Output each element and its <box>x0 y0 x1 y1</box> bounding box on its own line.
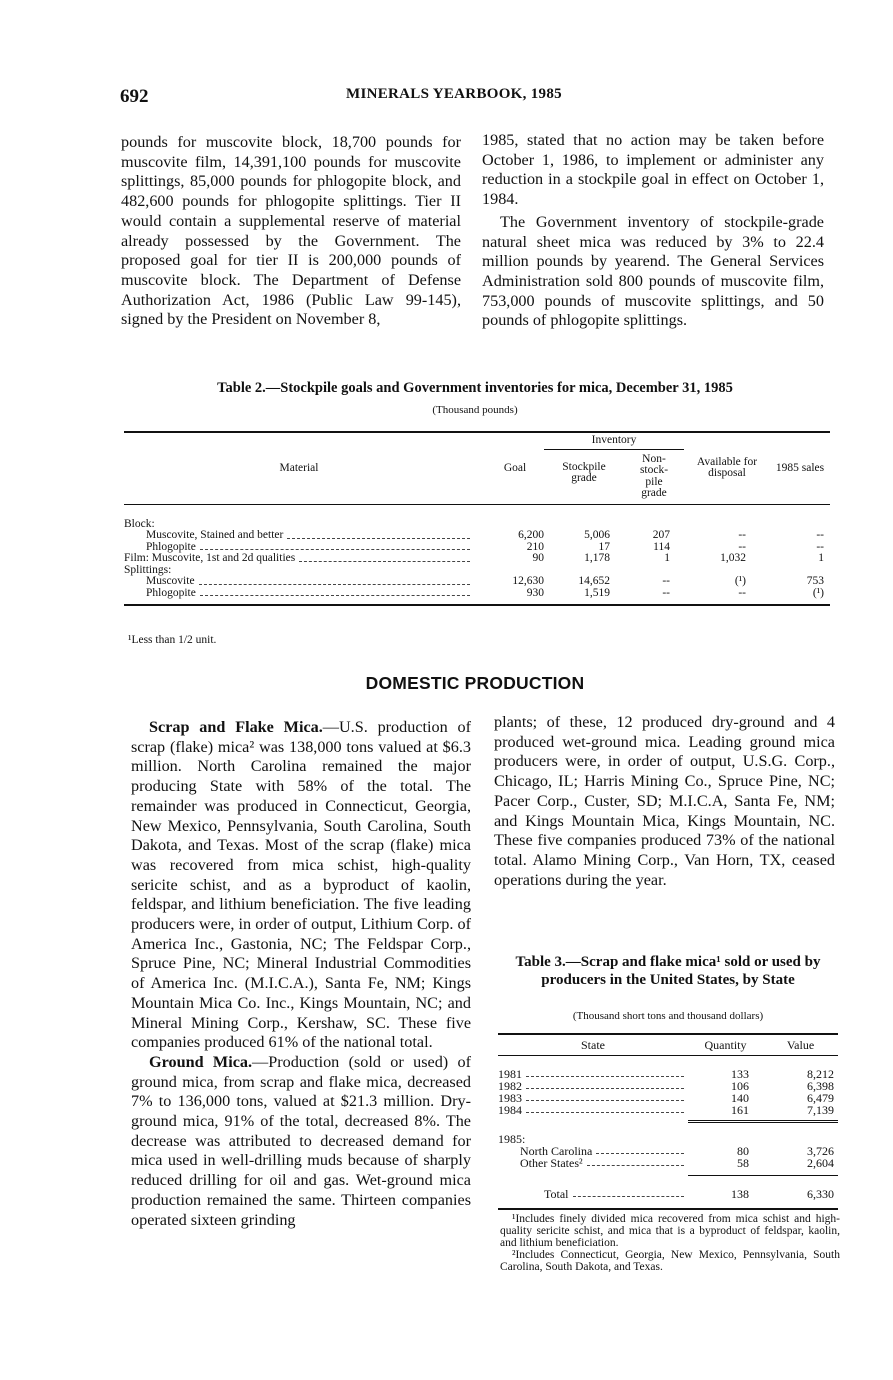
table3-cell-value: 2,604 <box>807 1156 834 1170</box>
scrap-flake-paragraph <box>131 718 471 1053</box>
table2-cell-available: (¹) <box>734 575 746 587</box>
table3 <box>498 1033 838 1210</box>
table-row <box>498 1157 838 1169</box>
table3-total-quantity: 138 <box>731 1187 749 1201</box>
intro-right-paragraph-2: The Government inventory of stockpile-grade natural sheet mica was reduced by 3% to 22.4 million pounds by yearend. The General Services Administration sold 800 pounds of muscovite film, 753,000 pounds of muscovite splittings, and 50 pounds of phlogopite splittings. <box>482 212 824 330</box>
table2-subtitle: (Thousand pounds) <box>432 404 518 416</box>
table-row <box>124 588 830 600</box>
table2-cell-goal: 6,200 <box>518 529 544 541</box>
table2 <box>124 431 830 621</box>
table2-cell-goal: 12,630 <box>512 575 544 587</box>
table3-cell-quantity: 161 <box>731 1103 749 1117</box>
table3-cell-quantity: 133 <box>731 1067 749 1081</box>
table2-cell-available: 1,032 <box>720 552 746 564</box>
table2-title: Table 2.—Stockpile goals and Government inventories for mica, December 31, 1985 <box>217 380 733 396</box>
table2-grid <box>124 433 830 599</box>
table2-row-label: Phlogopite <box>146 540 196 553</box>
table3-cell-value: 7,139 <box>807 1103 834 1117</box>
table-row <box>498 1068 838 1080</box>
table-row <box>498 1104 838 1116</box>
table2-group-block: Block: <box>124 517 155 530</box>
running-title: MINERALS YEARBOOK, 1985 <box>346 86 562 102</box>
table2-cell-goal: 930 <box>526 586 544 599</box>
table3-cell-quantity: 58 <box>737 1156 749 1170</box>
ground-mica-text: —Production (sold or used) of ground mica, from scrap and flake mica, decreased 7% to 136,000 tons, valued at $21.3 million. Dry-ground mica, 91% of the total, decreased 8%. The decrease was attributed to decreased demand for mica used in well-drilling muds because of sharply reduced drilling for oil and gas. Wet-ground mica production remained the same. Thirteen companies operated sixteen grinding <box>131 1052 472 1229</box>
table3-year-label: 1983 <box>498 1091 522 1105</box>
table2-cell-goal: 90 <box>532 552 544 564</box>
table3-total-value: 6,330 <box>807 1187 834 1201</box>
intro-right-column <box>482 131 824 331</box>
table3-cell-value: 8,212 <box>807 1067 834 1081</box>
page-number: 692 <box>120 86 149 107</box>
table3-cell-value: 3,726 <box>807 1144 834 1158</box>
table-row <box>124 553 830 565</box>
table3-header-state: State <box>581 1038 605 1052</box>
table-row <box>498 1188 838 1200</box>
table2-cell-available: -- <box>738 540 746 553</box>
table3-cell-quantity: 140 <box>731 1091 749 1105</box>
table3-cell-value: 6,398 <box>807 1079 834 1093</box>
table3-cell-value: 6,479 <box>807 1091 834 1105</box>
page-header <box>120 86 830 110</box>
table2-group-splittings: Splittings: <box>124 563 172 576</box>
table2-cell-stockpile: 1,519 <box>584 586 610 599</box>
production-right-column <box>494 713 835 890</box>
table2-cell-nonstockpile: 1 <box>664 552 670 564</box>
table-row <box>498 1092 838 1104</box>
table3-state-label: Other States² <box>520 1156 583 1170</box>
table3-grid <box>498 1035 838 1200</box>
scrap-flake-heading: Scrap and Flake Mica. <box>149 718 323 736</box>
table2-cell-nonstockpile: -- <box>662 586 670 599</box>
ground-mica-continued: plants; of these, 12 produced dry-ground and 4 produced wet-ground mica. Leading ground mica producers were, in order of output, U.S.G. Corp., Chicago, IL; Harris Mining Co., Spruce Pine, NC; Pacer Corp., Custer, SD; M.I.C.A, Santa Fe, NM; and Kings Mountain Mica, Kings Mountain, NC. These five companies produced 73% of the national total. Alamo Mining Corp., Van Horn, TX, ceased operations during the year. <box>494 713 835 889</box>
table2-cell-sales: 1 <box>818 552 824 564</box>
table2-header-nonstockpile-grade: Non-stock-pile grade <box>639 452 669 499</box>
table2-cell-stockpile: 14,652 <box>578 575 610 587</box>
table3-header-value: Value <box>786 1038 815 1052</box>
intro-left-paragraph: pounds for muscovite block, 18,700 pounds for muscovite film, 14,391,100 pounds for muscovite splittings, 85,000 pounds for phlogopite block, and 482,600 pounds for phlogopite splittings. Tier II would contain a supplemental reserve of material already possessed by the Government. The proposed goal for tier II is 200,000 pounds of muscovite block. The Department of Defense Authorization Act, 1986 (Public Law 99-145), signed by the President on November 8, <box>121 133 461 329</box>
table3-title: Table 3.—Scrap and flake mica¹ sold or used by producers in the United States, by State <box>515 954 821 988</box>
scrap-flake-text: —U.S. production of scrap (flake) mica² was 138,000 tons valued at $6.3 million. North Carolina remained the major producing State with 58% of the total. The remainder was produced in Connecticut, Georgia, New Mexico, Pennsylvania, South Carolina, South Dakota, and Texas. Most of the scrap (flake) mica was recovered from mica schist, high-quality sericite schist, and as a byproduct of kaolin, feldspar, and lithium beneficiation. The five leading producers were, in order of output, Lithium Corp. of America Inc., Gastonia, NC; The Feldspar Corp., Spruce Pine, NC; Mineral Industrial Commodities of America Inc. (M.I.C.A.), Santa Fe, NM; Kings Mountain Mica Co. Inc., Kings Mountain, NC; and Mineral Mining Corp., Kershaw, SC. These five companies produced 61% of the national total. <box>131 718 471 1052</box>
ground-mica-paragraph <box>131 1053 471 1230</box>
table-row <box>498 1080 838 1092</box>
table2-header-goal: Goal <box>503 461 527 474</box>
table2-cell-available: -- <box>738 586 746 599</box>
table-row <box>124 576 830 588</box>
table3-cell-quantity: 106 <box>731 1079 749 1093</box>
table2-cell-sales: -- <box>816 540 824 553</box>
table2-header-material: Material <box>279 461 319 474</box>
table2-cell-stockpile: 1,178 <box>584 552 610 564</box>
table2-cell-nonstockpile: 207 <box>652 529 670 541</box>
table3-state-label: North Carolina <box>520 1144 593 1158</box>
table3-year-label: 1982 <box>498 1079 522 1093</box>
table2-cell-available: -- <box>738 529 746 541</box>
table2-cell-sales: -- <box>816 529 824 541</box>
table3-year-label: 1984 <box>498 1103 522 1117</box>
table3-header-quantity: Quantity <box>704 1038 747 1052</box>
table3-total-label: Total <box>544 1187 569 1201</box>
table3-cell-quantity: 80 <box>737 1144 749 1158</box>
table-row <box>124 530 830 542</box>
table2-footnote: ¹Less than 1/2 unit. <box>128 634 217 646</box>
table3-footnotes <box>500 1213 840 1273</box>
table2-cell-nonstockpile: 114 <box>653 540 670 553</box>
table2-cell-sales: (¹) <box>812 586 824 599</box>
table-row <box>124 565 830 577</box>
production-left-column <box>131 718 471 1230</box>
table2-header-stockpile-grade: Stockpile grade <box>562 460 606 484</box>
table2-row-label: Film: Muscovite, 1st and 2d qualities <box>124 552 296 564</box>
ground-mica-heading: Ground Mica. <box>149 1052 253 1071</box>
table3-footnote-1: ¹Includes finely divided mica recovered from mica schist and high-quality sericite schist, and mica that is a byproduct of feldspar, kaolin, and lithium beneficiation. <box>500 1213 840 1249</box>
table3-subtitle: (Thousand short tons and thousand dollars) <box>572 1010 764 1022</box>
table2-header-sales: 1985 sales <box>775 461 825 474</box>
section-title: DOMESTIC PRODUCTION <box>365 673 585 693</box>
table2-cell-sales: 753 <box>806 575 824 587</box>
table3-footnote-2: ²Includes Connecticut, Georgia, New Mexico, Pennsylvania, South Carolina, South Dakota, and Texas. <box>500 1249 840 1273</box>
table2-cell-goal: 210 <box>526 540 544 553</box>
intro-right-paragraph-1: 1985, stated that no action may be taken before October 1, 1986, to implement or administer any reduction in a stockpile goal in effect on October 1, 1984. <box>482 131 824 209</box>
table2-header-available: Available for disposal <box>696 455 758 480</box>
table3-year-label: 1981 <box>498 1067 522 1081</box>
table2-row-label: Phlogopite <box>146 586 196 599</box>
table3-group-1985: 1985: <box>498 1132 526 1146</box>
table2-header-inventory: Inventory <box>544 433 684 449</box>
intro-left-column <box>121 133 461 330</box>
table2-row-label: Muscovite <box>146 575 195 587</box>
table2-cell-nonstockpile: -- <box>662 575 670 587</box>
table2-cell-stockpile: 5,006 <box>584 529 610 541</box>
table2-row-label: Muscovite, Stained and better <box>146 529 284 541</box>
table2-cell-stockpile: 17 <box>598 540 610 553</box>
